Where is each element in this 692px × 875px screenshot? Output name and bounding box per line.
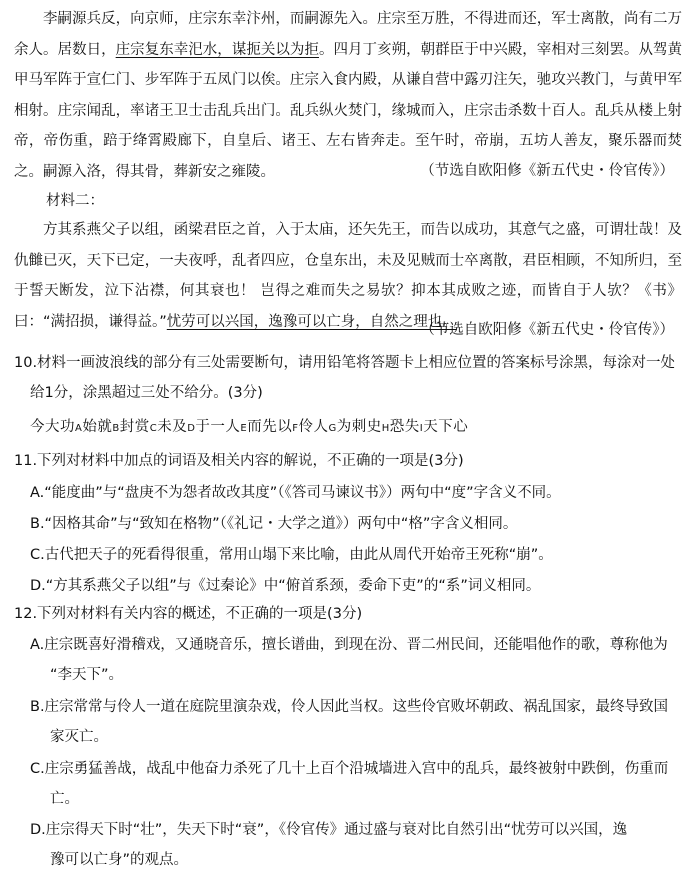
material-2-label: 材料二： xyxy=(46,193,104,209)
segment: 而先以 xyxy=(247,419,293,435)
marker-h[interactable]: H xyxy=(381,423,390,434)
segment: 恐失 xyxy=(389,419,420,435)
material-2-underlined: 忧劳可以兴国，逸豫可以亡身，自然之理也。 xyxy=(166,313,457,330)
question-11-option-c[interactable]: C.古代把天子的死看得很重，常用山塌下来比喻，由此从周代开始帝王死称“崩”。 xyxy=(30,547,553,563)
question-12-option-c[interactable] xyxy=(30,754,670,814)
option-text-continued: 豫可以亡身”的观点。 xyxy=(50,852,189,868)
segment: 始就 xyxy=(82,419,113,435)
question-12-stem: 12.下列对材料有关内容的概述，不正确的一项是(3分) xyxy=(14,606,363,622)
option-text-continued: “李天下”。 xyxy=(50,667,124,683)
segment: 未及 xyxy=(157,419,188,435)
material-1-part-b: 。四月丁亥朔，朝群臣于中兴殿，宰相对三刻罢。从驾黄甲马军阵于宣仁门、步军阵于五凤门以俟。庄宗入食内殿，从谦自营中露刃注矢，驰攻兴教门，与黄甲军相射。庄宗闻乱，率诸王卫士击乱兵出门。乱兵纵火焚门，缘城而入，庄宗击杀数十百人。乱兵从楼上射帝，帝伤重，踣于绛霄殿廊下，自皇后、诸王、左右皆奔走。至午时，帝崩，五坊人善友，聚乐器而焚之。嗣源入洛，得其骨，葬新安之雍陵。 xyxy=(14,41,682,180)
question-12-option-d[interactable] xyxy=(30,815,670,875)
segment: 为刺史 xyxy=(336,419,382,435)
material-1-source: （节选自欧阳修《新五代史・伶官传》） xyxy=(420,163,674,179)
question-10-line-2: 给1分，涂黑超过三处不给分。(3分) xyxy=(30,385,263,401)
material-2-part-a: 方其系燕父子以组，函梁君臣之首，入于太庙，还矢先王，而告以成功，其意气之盛，可谓壮哉！及仇雠已灭，天下已定，一夫夜呼，乱者四应，仓皇东出，未及见贼而士卒离散，君臣相顾，不知所归，至于誓天断发，泣下沾襟，何其衰也！ 岂得之难而失之易欤？抑本其成败之迹，而皆自于人欤？《书》曰：“满招损，谦得益。” xyxy=(14,222,682,330)
marker-i[interactable]: I xyxy=(419,423,424,434)
option-text-continued: 亡。 xyxy=(50,791,79,807)
question-11-stem: 11.下列对材料中加点的词语及相关内容的解说，不正确的一项是(3分) xyxy=(14,453,464,469)
segment: 封赏 xyxy=(119,419,150,435)
option-text-continued: 家灭亡。 xyxy=(50,729,108,745)
material-2-source: （节选自欧阳修《新五代史・伶官传》） xyxy=(420,322,674,338)
question-11-option-b[interactable]: B.“因格其命”与“致知在格物”（《礼记・大学之道》）两句中“格”字含义相同。 xyxy=(30,516,518,532)
question-12-option-b[interactable] xyxy=(30,692,670,752)
marker-f[interactable]: F xyxy=(292,423,299,434)
segment: 天下心 xyxy=(423,419,469,435)
question-10-answer-row xyxy=(30,412,468,444)
marker-g[interactable]: G xyxy=(328,423,337,434)
question-12-option-a[interactable] xyxy=(30,630,670,690)
option-text: B.庄宗常常与伶人一道在庭院里演杂戏，伶人因此当权。这些伶官败坏朝政、祸乱国家，最终导致国 xyxy=(30,699,669,715)
material-1-underlined: 庄宗复东幸汜水，谋扼关以为拒 xyxy=(115,41,319,58)
marker-a[interactable]: A xyxy=(75,423,83,434)
option-text: C.庄宗勇猛善战，战乱中他奋力杀死了几十上百个沿城墙进入宫中的乱兵，最终被射中跌倒，伤重而 xyxy=(30,761,669,777)
segment: 伶人 xyxy=(298,419,329,435)
option-text: A.庄宗既喜好滑稽戏，又通晓音乐，擅长谱曲，到现在汾、晋二州民间，还能唱他作的歌，尊称他为 xyxy=(30,637,668,653)
option-text: D.庄宗得天下时“壮”，失天下时“衰”，《伶官传》通过盛与衰对比自然引出“忧劳可以兴国，逸 xyxy=(30,822,628,838)
question-10-line-1: 10.材料一画波浪线的部分有三处需要断句，请用铅笔将答题卡上相应位置的答案标号涂黑，每涂对一处 xyxy=(14,355,676,371)
marker-c[interactable]: C xyxy=(149,423,158,434)
segment: 于一人 xyxy=(195,419,241,435)
marker-b[interactable]: B xyxy=(112,423,120,434)
marker-e[interactable]: E xyxy=(240,423,248,434)
segment: 今大功 xyxy=(30,419,75,435)
question-11-option-a[interactable]: A.“能度曲”与“盘庚不为怨者故改其度”（《答司马谏议书》）两句中“度”字含义不同。 xyxy=(30,485,561,501)
question-11-option-d[interactable]: D.“方其系燕父子以组”与《过秦论》中“俯首系颈，委命下吏”的“系”词义相同。 xyxy=(30,578,541,594)
material-1-part-a: 李嗣源兵反，向京师，庄宗东幸汴州，而嗣源先入。庄宗至万胜，不得进而还，军士离散，尚有二万余人。居数日， xyxy=(14,11,682,58)
marker-d[interactable]: D xyxy=(187,423,196,434)
